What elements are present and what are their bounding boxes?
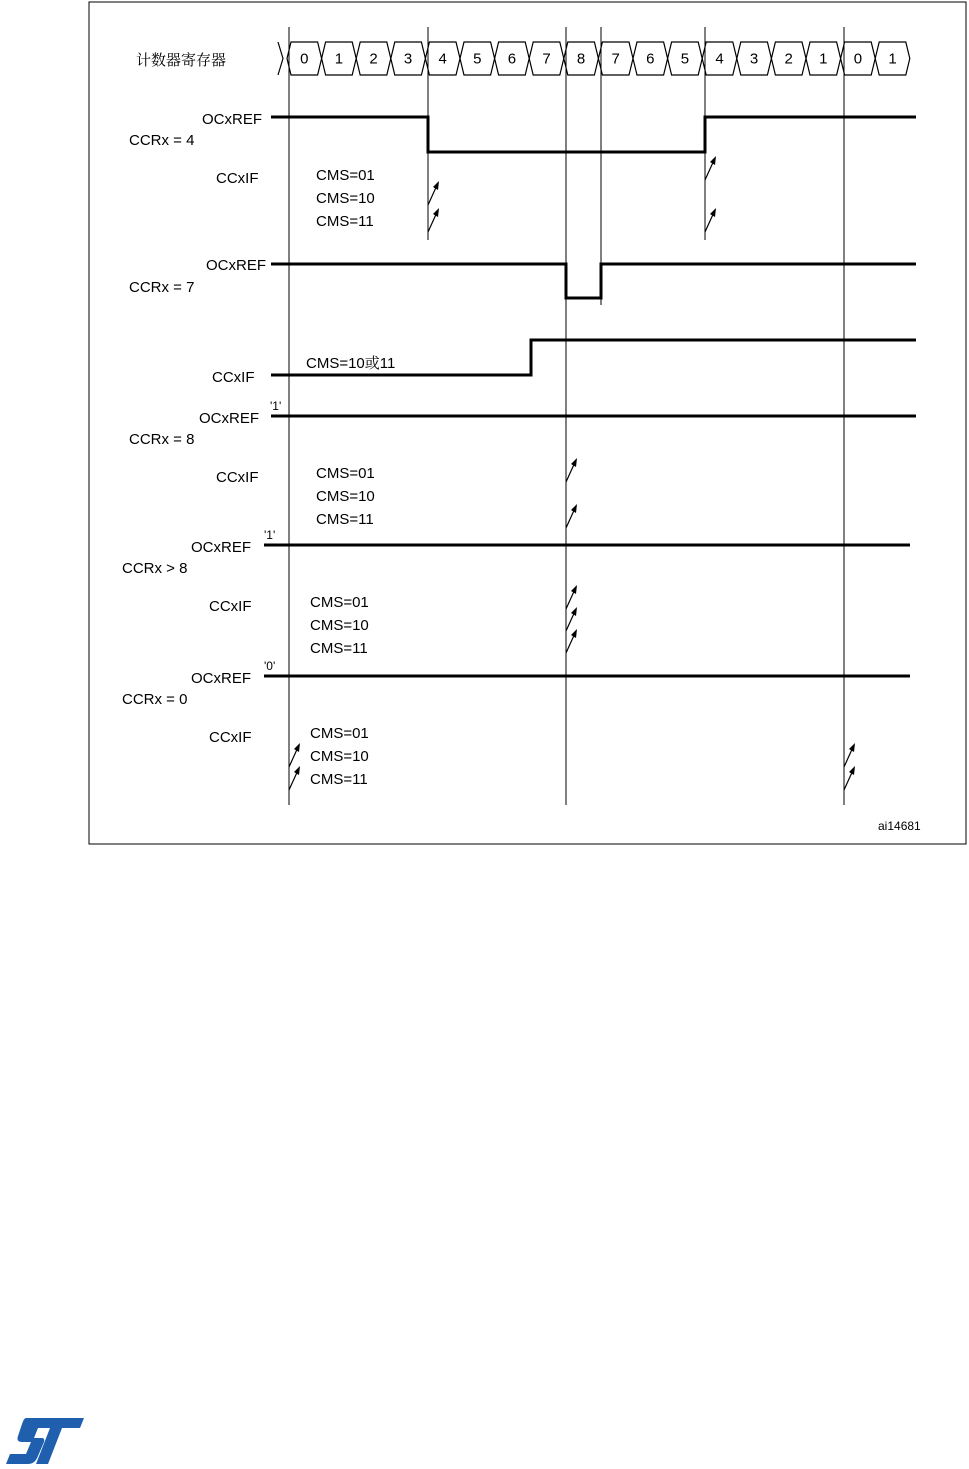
ccxif-arrow-head — [571, 458, 577, 467]
sec5-ocxref-label: OCxREF — [191, 670, 251, 687]
counter-value: 6 — [646, 50, 655, 68]
sec4-cms-01: CMS=01 — [310, 594, 369, 611]
sec3-cms-11: CMS=11 — [316, 511, 374, 528]
counter-bus — [278, 42, 910, 75]
sec5-cms-11: CMS=11 — [310, 771, 368, 788]
ccxif-arrow-head — [710, 156, 716, 165]
counter-value: 3 — [749, 50, 759, 68]
ccxif-arrow-head — [294, 743, 300, 752]
sec2-ocxref-label: OCxREF — [206, 257, 266, 274]
st-logo-icon — [4, 1416, 86, 1466]
sec4-ocxref-label: OCxREF — [191, 539, 251, 556]
counter-value: 5 — [473, 50, 482, 68]
sec1-cms-11: CMS=11 — [316, 213, 374, 230]
sec2-ccxif-label: CCxIF — [212, 369, 255, 386]
counter-value: 6 — [507, 50, 517, 68]
counter-value: 4 — [715, 50, 724, 68]
sec3-cms-01: CMS=01 — [316, 465, 375, 482]
sec1-cms-01: CMS=01 — [316, 167, 375, 184]
sec3-ocxref-level: '1' — [270, 399, 282, 413]
sec5-ccxif-label: CCxIF — [209, 729, 252, 746]
counter-value: 0 — [853, 50, 863, 68]
ccxif-arrow-head — [849, 743, 855, 752]
st-logo-s-shape — [6, 1418, 84, 1464]
counter-value: 2 — [369, 50, 378, 68]
sec4-ccrx-label: CCRx > 8 — [122, 560, 188, 577]
sec1-ccrx-label: CCRx = 4 — [129, 132, 195, 149]
sec1-cms-10: CMS=10 — [316, 190, 375, 207]
ccxif-arrow-head — [571, 585, 577, 594]
ccxif-arrow-head — [571, 504, 577, 513]
ccxif-arrow-head — [571, 629, 577, 638]
sec5-ccrx-label: CCRx = 0 — [122, 691, 188, 708]
ccxif-arrow-head — [571, 607, 577, 616]
sec1-ocxref-label: OCxREF — [202, 111, 262, 128]
sec4-ocxref-level: '1' — [264, 528, 276, 542]
counter-bus-start — [278, 42, 283, 75]
counter-value: 7 — [611, 50, 620, 68]
counter-value: 4 — [438, 50, 447, 68]
counter-value: 2 — [784, 50, 793, 68]
counter-value: 3 — [403, 50, 413, 68]
counter-value: 1 — [334, 50, 344, 68]
sec5-cms-10: CMS=10 — [310, 748, 369, 765]
sec5-cms-01: CMS=01 — [310, 725, 369, 742]
ccxif-arrow-head — [849, 766, 855, 775]
sec4-cms-11: CMS=11 — [310, 640, 368, 657]
counter-label: 计数器寄存器 — [136, 52, 227, 69]
sec2-ocxref-waveform — [271, 264, 916, 298]
sec1-ocxref-waveform — [271, 117, 916, 152]
ccxif-arrow-head — [433, 181, 439, 190]
sec2-ccrx-label: CCRx = 7 — [129, 279, 195, 296]
sec3-ocxref-label: OCxREF — [199, 410, 259, 427]
counter-value: 0 — [300, 50, 309, 68]
ccxif-arrow-head — [710, 208, 716, 217]
counter-value: 7 — [542, 50, 551, 68]
sec5-ocxref-level: '0' — [264, 659, 276, 673]
sec3-cms-10: CMS=10 — [316, 488, 375, 505]
ccxif-arrow-head — [294, 766, 300, 775]
counter-value: 1 — [819, 50, 828, 68]
figure-id: ai14681 — [878, 819, 921, 833]
counter-value: 1 — [888, 50, 897, 68]
ccxif-arrow-head — [433, 208, 439, 217]
counter-value: 5 — [680, 50, 690, 68]
sec3-ccrx-label: CCRx = 8 — [129, 431, 195, 448]
sec2-cms-label: CMS=10或11 — [306, 355, 396, 372]
sec4-cms-10: CMS=10 — [310, 617, 369, 634]
sec1-ccxif-label: CCxIF — [216, 170, 259, 187]
sec3-ccxif-label: CCxIF — [216, 469, 259, 486]
sec4-ccxif-label: CCxIF — [209, 598, 252, 615]
counter-value: 8 — [576, 50, 586, 68]
